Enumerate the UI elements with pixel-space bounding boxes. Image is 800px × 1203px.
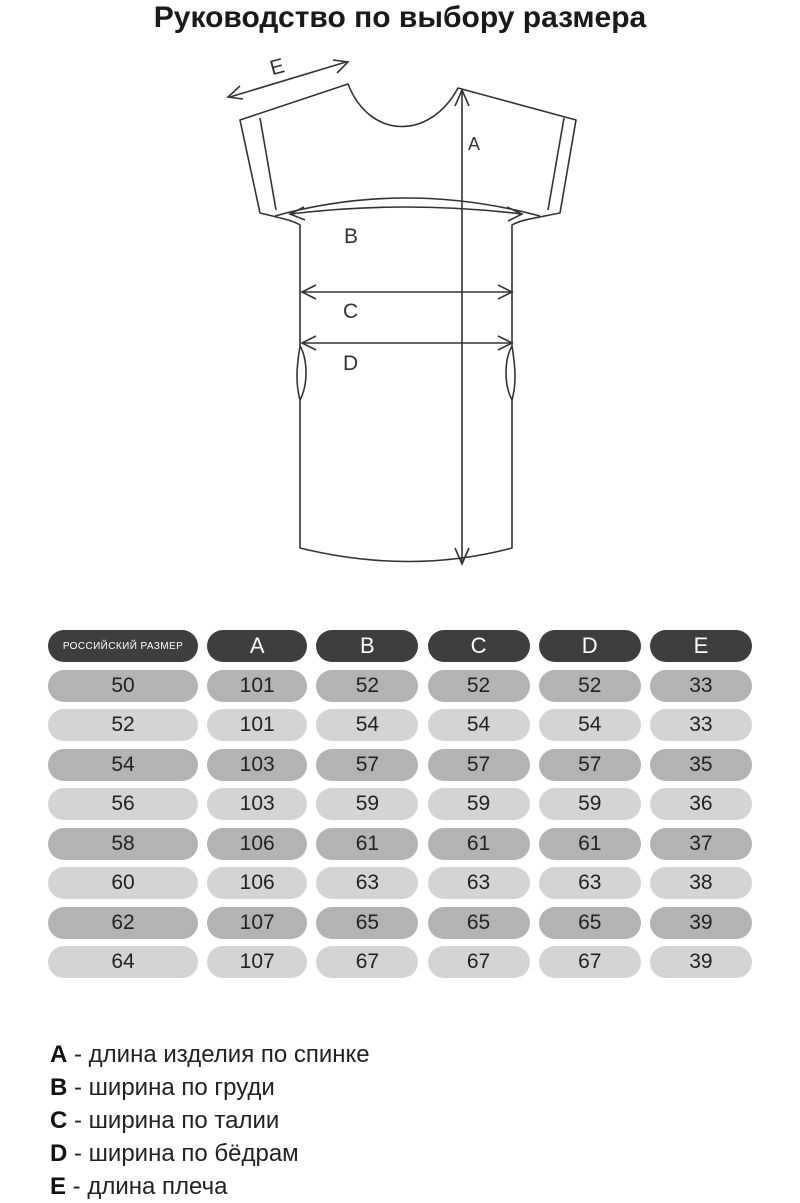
left-sleeve-cuff [260,118,276,210]
label-c: C [343,300,359,323]
table-row [48,828,752,860]
cell-a: 107 [207,907,307,939]
cell-b: 52 [316,670,418,702]
right-pocket [506,346,512,400]
cell-d: 67 [539,946,641,978]
label-b: B [344,225,359,248]
cell-c: 67 [428,946,530,978]
cell-size: 58 [48,828,198,860]
cell-c: 52 [428,670,530,702]
cell-d: 54 [539,709,641,741]
table-header [48,630,752,662]
cell-size: 62 [48,907,198,939]
cell-c: 57 [428,749,530,781]
cell-c: 61 [428,828,530,860]
table-row [48,907,752,939]
legend-text: - длина плеча [66,1173,228,1200]
cell-b: 54 [316,709,418,741]
cell-e: 37 [650,828,752,860]
cell-a: 106 [207,867,307,899]
cell-d: 63 [539,867,641,899]
cell-a: 107 [207,946,307,978]
header-a: A [207,630,307,662]
cell-e: 35 [650,749,752,781]
cell-size: 60 [48,867,198,899]
legend-text: - ширина по груди [67,1074,275,1101]
cell-e: 38 [650,867,752,899]
arrow-b-line [290,207,522,214]
arrow-e-line [230,62,346,97]
legend [50,1038,370,1203]
arrow-e-head-left [228,86,243,99]
cell-size: 64 [48,946,198,978]
cell-size: 56 [48,788,198,820]
left-pocket [300,346,306,400]
table-row [48,709,752,741]
cell-e: 39 [650,907,752,939]
table-row [48,946,752,978]
cell-a: 101 [207,709,307,741]
size-table [48,630,752,986]
cell-e: 33 [650,670,752,702]
legend-item-e [50,1170,370,1203]
cell-d: 65 [539,907,641,939]
arrow-e-head-right [333,60,348,73]
legend-letter: A [50,1041,68,1068]
cell-d: 57 [539,749,641,781]
cell-e: 36 [650,788,752,820]
cell-a: 103 [207,749,307,781]
label-a: A [468,134,481,154]
header-d: D [539,630,641,662]
legend-item-a [50,1038,370,1071]
cell-b: 59 [316,788,418,820]
legend-text: - ширина по бёдрам [67,1140,299,1167]
legend-letter: E [50,1173,67,1200]
legend-item-b [50,1071,370,1104]
label-d: D [343,352,359,375]
label-e: E [267,54,287,81]
cell-size: 50 [48,670,198,702]
cell-b: 57 [316,749,418,781]
garment-diagram [0,40,800,600]
cell-c: 59 [428,788,530,820]
cell-b: 65 [316,907,418,939]
legend-text: - ширина по талии [67,1107,280,1134]
cell-b: 63 [316,867,418,899]
table-row [48,867,752,899]
cell-e: 39 [650,946,752,978]
page-title: Руководство по выбору размера [153,1,647,34]
legend-item-d [50,1137,370,1170]
cell-c: 65 [428,907,530,939]
cell-a: 106 [207,828,307,860]
cell-c: 63 [428,867,530,899]
dress-outline [240,84,576,562]
cell-size: 54 [48,749,198,781]
header-c: C [428,630,530,662]
header-e: E [650,630,752,662]
right-sleeve-cuff [548,118,564,210]
cell-a: 103 [207,788,307,820]
legend-letter: D [50,1140,68,1167]
header-b: B [316,630,418,662]
table-row [48,670,752,702]
cell-d: 59 [539,788,641,820]
legend-item-c [50,1104,370,1137]
legend-text: - длина изделия по спинке [67,1041,370,1068]
cell-d: 52 [539,670,641,702]
header-ru-size: РОССИЙСКИЙ РАЗМЕР [48,630,198,662]
legend-letter: B [50,1074,68,1101]
cell-b: 67 [316,946,418,978]
cell-e: 33 [650,709,752,741]
cell-c: 54 [428,709,530,741]
cell-d: 61 [539,828,641,860]
cell-a: 101 [207,670,307,702]
legend-letter: C [50,1107,68,1134]
cell-b: 61 [316,828,418,860]
cell-size: 52 [48,709,198,741]
table-row [48,788,752,820]
table-row [48,749,752,781]
